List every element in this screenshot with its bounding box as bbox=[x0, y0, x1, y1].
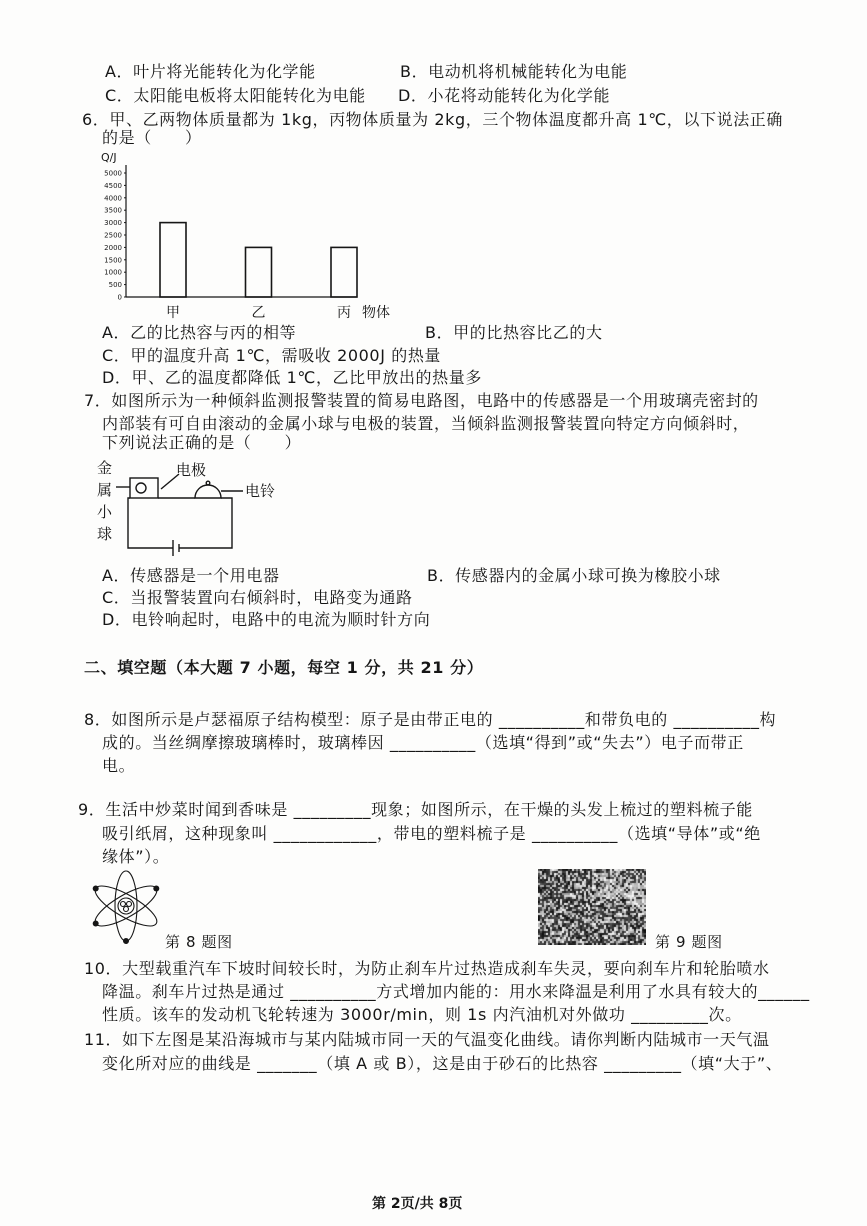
q5-option-a: A．叶片将光能转化为化学能 bbox=[105, 62, 316, 81]
bell-label: 电铃 bbox=[245, 482, 276, 500]
q6-stem-line: 6．甲、乙两物体质量都为 1kg，丙物体质量为 2kg，三个物体温度都升高 1℃，以下说法正确 bbox=[82, 110, 783, 129]
q6-option-b: B．甲的比热容比乙的大 bbox=[425, 323, 603, 342]
wire bbox=[128, 498, 173, 548]
q9-figure-caption: 第 9 题图 bbox=[655, 933, 723, 951]
y-tick-label: 1000 bbox=[104, 268, 122, 277]
section-2-title: 二、填空题（本大题 7 小题，每空 1 分，共 21 分） bbox=[84, 658, 484, 677]
y-tick-label: 3000 bbox=[104, 219, 122, 228]
y-tick-label: 2000 bbox=[104, 243, 122, 252]
bar-1 bbox=[160, 223, 186, 297]
x-tick-label: 甲 bbox=[166, 305, 180, 321]
y-tick-label: 3500 bbox=[104, 206, 122, 215]
q6-option-d: D．甲、乙的温度都降低 1℃，乙比甲放出的热量多 bbox=[102, 368, 482, 387]
nucleon bbox=[121, 902, 126, 907]
q5-option-b: B．电动机将机械能转化为电能 bbox=[400, 62, 628, 81]
q7-option-b: B．传感器内的金属小球可换为橡胶小球 bbox=[427, 566, 721, 585]
q11-line: 11．如下左图是某沿海城市与某内陆城市同一天的气温变化曲线。请你判断内陆城市一天气温 bbox=[84, 1030, 770, 1049]
y-axis-label: Q/J bbox=[101, 151, 117, 164]
q10-line: 性质。该车的发动机飞轮转速为 3000r/min，则 1s 内汽油机对外做功 _________次。 bbox=[102, 1005, 742, 1024]
bar-2 bbox=[246, 247, 272, 297]
q7-option-d: D．电铃响起时，电路中的电流为顺时针方向 bbox=[102, 610, 431, 629]
q7-option-c: C．当报警装置向右倾斜时，电路变为通路 bbox=[102, 588, 413, 607]
bell-symbol bbox=[195, 485, 221, 498]
q9-figure-photo bbox=[538, 869, 646, 945]
page-number: 第 2页/共 8页 bbox=[372, 1196, 463, 1212]
y-tick-label: 5000 bbox=[104, 169, 122, 178]
electron bbox=[123, 938, 129, 944]
y-tick-label: 4500 bbox=[104, 181, 122, 190]
y-tick-label: 2500 bbox=[104, 231, 122, 240]
q7-circuit-diagram bbox=[95, 458, 285, 558]
q6-stem-line: 的是（ ） bbox=[102, 128, 202, 147]
q11-line: 变化所对应的曲线是 _______（填 A 或 B），这是由于砂石的比热容 _________（填“大于”、 bbox=[102, 1054, 783, 1073]
q10-line: 10．大型载重汽车下坡时间较长时，为防止刹车片过热造成刹车失灵，要向刹车片和轮胎喷水 bbox=[84, 959, 770, 978]
q8-figure-atom bbox=[88, 866, 166, 946]
q5-option-d: D．小花将动能转化为化学能 bbox=[398, 86, 611, 105]
q6-option-a: A．乙的比热容与丙的相等 bbox=[102, 323, 297, 342]
q6-bar-chart bbox=[95, 148, 395, 324]
q7-stem-line: 下列说法正确的是（ ） bbox=[102, 433, 302, 452]
x-tick-label: 丙 bbox=[337, 305, 351, 321]
q7-option-a: A．传感器是一个用电器 bbox=[102, 566, 280, 585]
q10-line: 降温。刹车片过热是通过 __________方式增加内能的：用水来降温是利用了水具有较大的______ bbox=[102, 982, 810, 1001]
electrode-label: 电极 bbox=[176, 461, 207, 479]
x-tick-label: 乙 bbox=[251, 305, 266, 321]
electron bbox=[153, 886, 159, 892]
wire bbox=[179, 498, 232, 548]
electron bbox=[93, 921, 99, 927]
q8-line: 电。 bbox=[102, 756, 136, 775]
electrode-leader bbox=[161, 474, 179, 489]
electron bbox=[93, 886, 99, 892]
q9-line: 缘体”）。 bbox=[102, 847, 170, 866]
q8-line: 成的。当丝绸摩擦玻璃棒时，玻璃棒因 __________（选填“得到”或“失去”）电子而带正 bbox=[102, 733, 744, 752]
q7-stem-line: 内部装有可自由滚动的金属小球与电极的装置，当倾斜监测报警装置向特定方向倾斜时， bbox=[102, 414, 750, 433]
x-axis-label: 物体 bbox=[362, 305, 390, 321]
nucleon bbox=[127, 902, 132, 907]
metal-ball bbox=[136, 483, 146, 493]
y-tick-label: 500 bbox=[108, 281, 122, 290]
bar-3 bbox=[331, 247, 357, 297]
q7-stem-line: 7．如图所示为一种倾斜监测报警装置的简易电路图，电路中的传感器是一个用玻璃壳密封的 bbox=[84, 391, 759, 410]
q8-line: 8．如图所示是卢瑟福原子结构模型：原子是由带正电的 __________和带负电的 __________构 bbox=[84, 710, 777, 729]
metal-ball-label: 金属小球 bbox=[95, 460, 113, 548]
nucleon bbox=[124, 907, 129, 912]
tilt-sensor bbox=[130, 478, 158, 498]
q6-option-c: C．甲的温度升高 1℃，需吸收 2000J 的热量 bbox=[102, 346, 442, 365]
q5-option-c: C．太阳能电板将太阳能转化为电能 bbox=[105, 86, 366, 105]
q9-line: 9．生活中炒菜时闻到香味是 _________现象；如图所示，在干燥的头发上梳过的塑料梳子能 bbox=[78, 800, 753, 819]
y-tick-label: 4000 bbox=[104, 194, 122, 203]
y-tick-label: 0 bbox=[117, 293, 122, 302]
y-tick-label: 1500 bbox=[104, 256, 122, 265]
q8-figure-caption: 第 8 题图 bbox=[165, 933, 233, 951]
q9-line: 吸引纸屑，这种现象叫 ____________，带电的塑料梳子是 __________（选填“导体”或“绝 bbox=[102, 824, 761, 843]
bell-knob bbox=[206, 481, 210, 485]
